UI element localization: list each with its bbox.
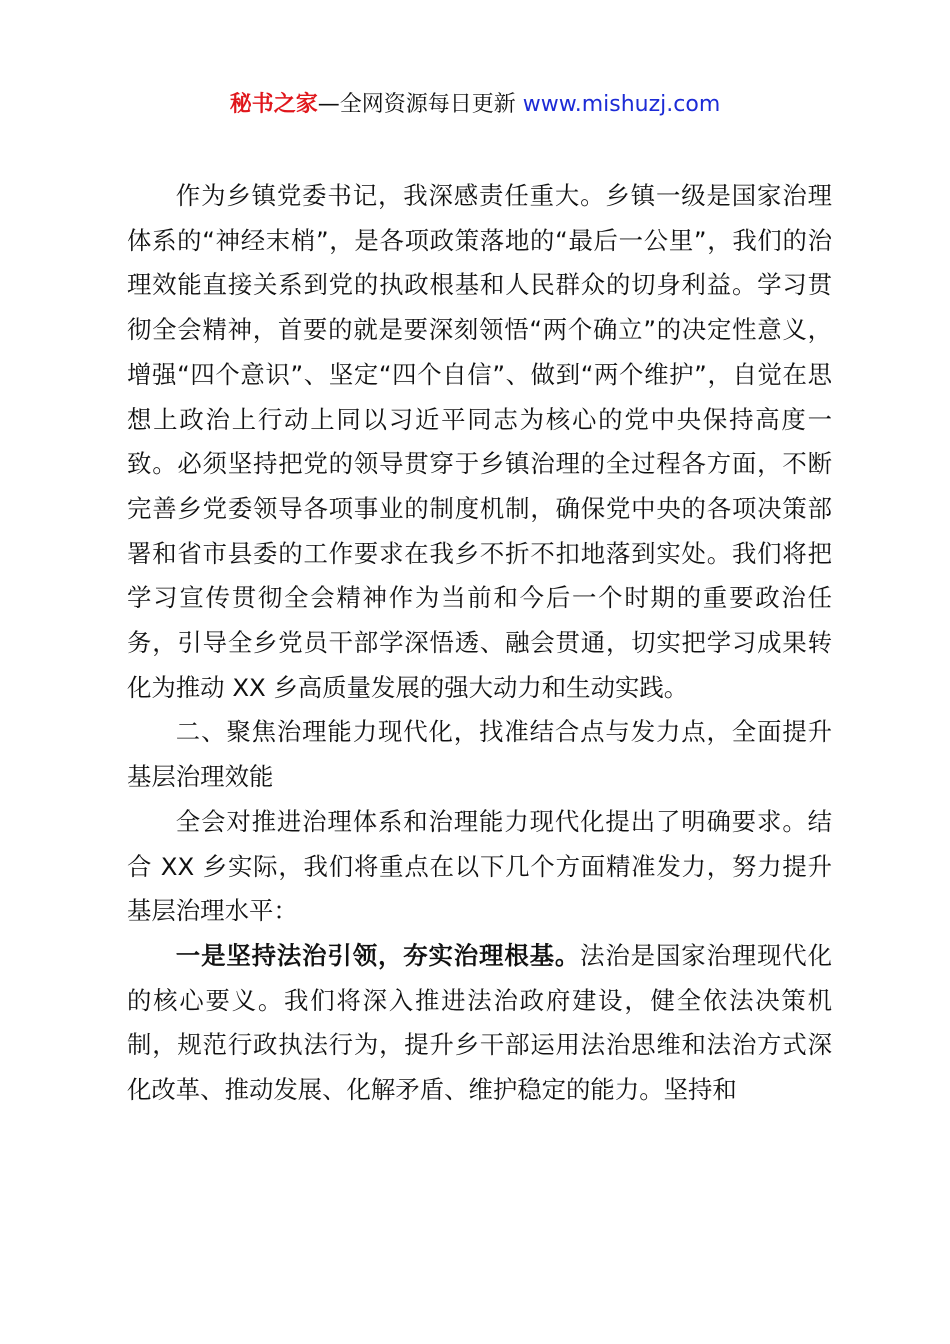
paragraph-party-leadership: 作为乡镇党委书记，我深感责任重大。乡镇一级是国家治理体系的“神经末梢”，是各项政策落地的“最后一公里”，我们的治理效能直接关系到党的执政根基和人民群众的切身利益。学习贯彻全会精神，首要的就是要深刻领悟“两个确立”的决定性意义，增强“四个意识”、坚定“四个自信”、做到“两个维护”，自觉在思想上政治上行动上同以习近平同志为核心的党中央保持高度一致。必须坚持把党的领导贯穿于乡镇治理的全过程各方面，不断完善乡党委领导各项事业的制度机制，确保党中央的各项决策部署和省市县委的工作要求在我乡不折不扣地落到实处。我们将把学习宣传贯彻全会精神作为当前和今后一个时期的重要政治任务，引导全乡党员干部学深悟透、融会贯通，切实把学习成果转化为推动 XX 乡高质量发展的强大动力和生动实践。 bbox=[127, 181, 832, 702]
paragraph-governance-requirements: 全会对推进治理体系和治理能力现代化提出了明确要求。结合 XX 乡实际，我们将重点在以下几个方面精准发力，努力提升基层治理水平： bbox=[127, 806, 832, 926]
brand-name: 秘书之家 bbox=[229, 92, 318, 117]
document-body bbox=[127, 174, 832, 1113]
paragraph-lead-bold: 一是坚持法治引领，夯实治理根基。 bbox=[175, 940, 581, 970]
paragraph-body: 法治是国家治理现代化的核心要义。我们将深入推进法治政府建设，健全依法决策机制，规范行政执法行为，提升乡干部运用法治思维和法治方式深化改革、推动发展、化解矛盾、维护稳定的能力。坚持和 bbox=[127, 940, 832, 1105]
header-slogan: —全网资源每日更新 bbox=[317, 92, 523, 117]
website-link[interactable]: www.mishuzj.com bbox=[522, 92, 721, 117]
section-heading-2: 二、聚焦治理能力现代化，找准结合点与发力点，全面提升基层治理效能 bbox=[127, 717, 832, 792]
paragraph-rule-of-law bbox=[127, 934, 832, 1113]
page-header bbox=[0, 88, 950, 122]
